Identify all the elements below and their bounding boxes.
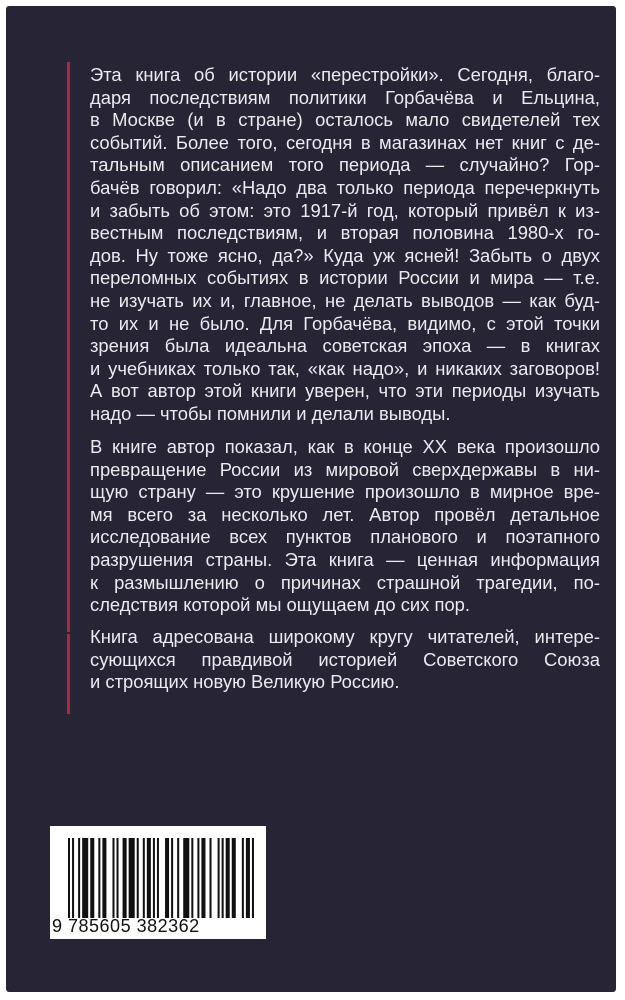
isbn-number: 9 785605 382362	[52, 916, 200, 936]
accent-bar-bottom	[67, 634, 70, 714]
text-line: В книге автор показал, как в конце XX века произошло	[90, 436, 600, 457]
barcode-bar	[102, 838, 106, 918]
text-line: переломных событиях в истории России и мира — т.е.	[90, 267, 600, 289]
text-line: дов. Ну тоже ясно, да?» Куда уж ясней! Забыть о двух	[90, 244, 600, 266]
barcode-bar	[123, 838, 127, 918]
barcode-bar	[98, 838, 100, 918]
barcode-bar	[210, 838, 212, 918]
text-line: Книга адресована широкому кругу читателей, интере-	[90, 626, 600, 647]
barcode-bar	[90, 838, 94, 918]
paragraph-audience	[90, 626, 600, 694]
text-line: зрения была идеальна советская эпоха — в книгах	[90, 335, 600, 357]
text-line: надо — чтобы помнили и делали выводы.	[90, 402, 451, 424]
paragraph-perestroika	[90, 64, 600, 426]
text-line: то их и не было. Для Горбачёва, видимо, с этой точки	[90, 312, 600, 334]
barcode-bar	[191, 838, 193, 918]
barcode-bar	[78, 838, 80, 918]
barcode-bar	[171, 838, 173, 918]
barcode-bar	[165, 838, 169, 918]
barcode-bar	[222, 838, 224, 918]
text-line: мя всего за несколько лет. Автор провёл детальное	[90, 503, 600, 525]
barcode-bar	[117, 838, 119, 918]
accent-bar-top	[67, 62, 70, 632]
text-line: событий. Более того, сегодня в магазинах нет книг с де-	[90, 131, 600, 153]
barcode-bar	[226, 838, 230, 918]
barcode-bar	[197, 838, 199, 918]
text-line: в Москве (и в стране) осталось мало свидетелей тех	[90, 109, 600, 131]
text-line: бачёв говорил: «Надо два только периода перечеркнуть	[90, 176, 600, 198]
barcode-bar	[82, 838, 88, 918]
barcode-bar	[246, 838, 250, 918]
text-line: и забыть об этом: это 1917-й год, который привёл к из-	[90, 199, 600, 221]
text-line: даря последствиям политики Горбачёва и Ельцина,	[90, 86, 600, 108]
text-line: не изучать их и, главное, не делать выводов — как буд-	[90, 289, 600, 311]
barcode-bar	[72, 838, 74, 918]
barcode-bar	[143, 838, 145, 918]
text-line: и строящих новую Великую Россию.	[90, 671, 400, 693]
barcode-bar	[201, 838, 205, 918]
barcode-bar	[137, 838, 139, 918]
barcode-bar	[232, 838, 236, 918]
text-line: вестным последствиям, и вторая половина 1980-х го-	[90, 222, 600, 244]
barcode-bar	[153, 838, 155, 918]
barcode-bar	[129, 838, 135, 918]
text-line: тальным описанием того периода — случайно? Гор-	[90, 154, 600, 176]
text-line: щую страну — это крушение произошло в мирное вре-	[90, 481, 600, 503]
barcode-bar	[147, 838, 151, 918]
barcode-bars	[68, 838, 256, 918]
barcode-bar	[112, 838, 114, 918]
text-line: исследование всех пунктов планового и поэтапного	[90, 526, 600, 548]
text-line: Эта книга об истории «перестройки». Сегодня, благо-	[90, 64, 600, 85]
text-line: разрушения страны. Эта книга — ценная информация	[90, 548, 600, 570]
text-line: следствия которой мы ощущаем до сих пор.	[90, 594, 471, 616]
barcode-bar	[183, 838, 189, 918]
book-back-cover	[6, 6, 616, 992]
paragraph-author	[90, 436, 600, 617]
text-line: к размышлению о причинах страшной трагедии, по-	[90, 571, 600, 593]
barcode-bar	[157, 838, 159, 918]
barcode-bar	[177, 838, 179, 918]
text-line: превращение России из мировой сверхдержавы в ни-	[90, 458, 600, 480]
barcode-bar	[68, 838, 70, 918]
text-line: А вот автор этой книги уверен, что эти периоды изучать	[90, 380, 600, 402]
barcode-bar	[252, 838, 254, 918]
text-line: и учебниках только так, «как надо», и никаких заговоров!	[90, 357, 600, 379]
barcode-bar	[218, 838, 220, 918]
barcode-bar	[242, 838, 244, 918]
isbn-barcode	[50, 826, 266, 939]
text-line: сующихся правдивой историей Советского Союза	[90, 648, 600, 670]
